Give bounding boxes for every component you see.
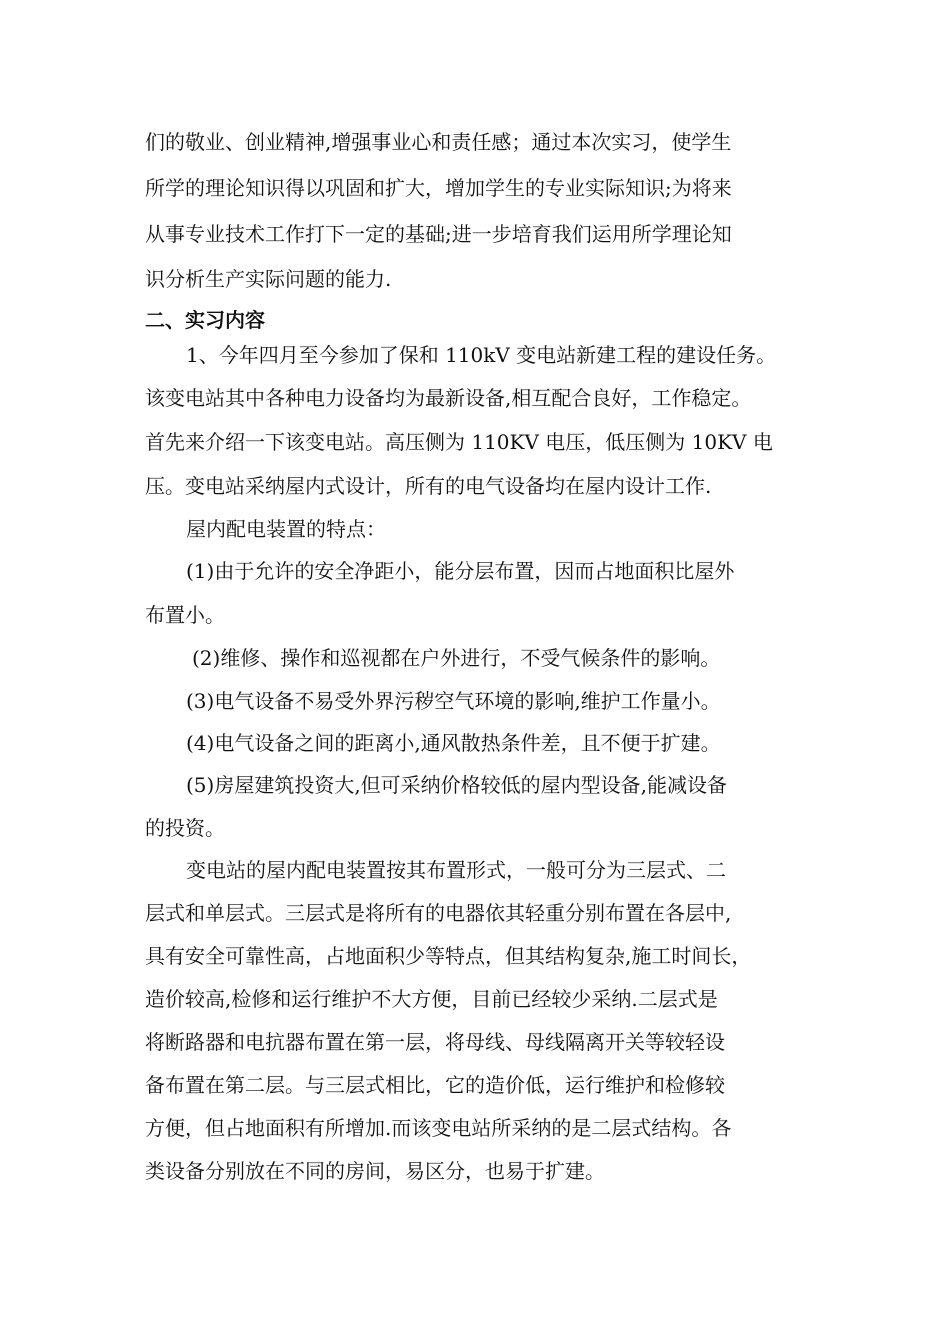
feature-4: (4)电气设备之间的距离小,通风散热条件差，且不便于扩建。 xyxy=(186,731,721,755)
para1-line-4: 压。变电站采纳屋内式设计，所有的电气设备均在屋内设计工作. xyxy=(145,474,712,498)
feature-1-line-2: 布置小。 xyxy=(145,603,225,627)
feature-5-line-2: 的投资。 xyxy=(145,816,225,840)
para2-line-8: 类设备分别放在不同的房间，易区分，也易于扩建。 xyxy=(145,1159,605,1183)
para2-line-1: 变电站的屋内配电装置按其布置形式，一般可分为三层式、二 xyxy=(186,858,726,882)
para2-line-4: 造价较高,检修和运行维护不大方便，目前已经较少采纳.二层式是 xyxy=(145,987,718,1011)
feature-1-line-1: (1)由于允许的安全净距小，能分层布置，因而占地面积比屋外 xyxy=(186,559,735,583)
intro-line-2: 所学的理论知识得以巩固和扩大，增加学生的专业实际知识;为将来 xyxy=(145,176,732,200)
para2-line-5: 将断路器和电抗器布置在第一层，将母线、母线隔离开关等较轻设 xyxy=(145,1030,725,1054)
feature-3: (3)电气设备不易受外界污秽空气环境的影响,维护工作量小。 xyxy=(186,689,721,713)
para1-line-3: 首先来介绍一下该变电站。高压侧为 110KV 电压，低压侧为 10KV 电 xyxy=(145,430,773,454)
para2-line-6: 备布置在第二层。与三层式相比，它的造价低，运行维护和检修较 xyxy=(145,1073,725,1097)
feature-2: (2)维修、操作和巡视都在户外进行，不受气候条件的影响。 xyxy=(192,646,721,670)
intro-line-4: 识分析生产实际问题的能力. xyxy=(145,267,392,291)
section-heading: 二、实习内容 xyxy=(145,308,265,332)
intro-line-1: 们的敬业、创业精神,增强事业心和责任感；通过本次实习，使学生 xyxy=(145,130,732,154)
feature-5-line-1: (5)房屋建筑投资大,但可采纳价格较低的屋内型设备,能减设备 xyxy=(186,773,728,797)
para1-line-2: 该变电站其中各种电力设备均为最新设备,相互配合良好，工作稳定。 xyxy=(145,386,752,410)
para2-line-2: 层式和单层式。三层式是将所有的电器依其轻重分别布置在各层中, xyxy=(145,901,732,925)
intro-line-3: 从事专业技术工作打下一定的基础;进一步培育我们运用所学理论知 xyxy=(145,222,732,246)
para1-line-1: 1、今年四月至今参加了保和 110kV 变电站新建工程的建设任务。 xyxy=(186,343,777,367)
para2-line-3: 具有安全可靠性高，占地面积少等特点，但其结构复杂,施工时间长， xyxy=(145,944,752,968)
features-title: 屋内配电装置的特点： xyxy=(186,517,386,541)
para2-line-7: 方便，但占地面积有所增加.而该变电站所采纳的是二层式结构。各 xyxy=(145,1116,732,1140)
